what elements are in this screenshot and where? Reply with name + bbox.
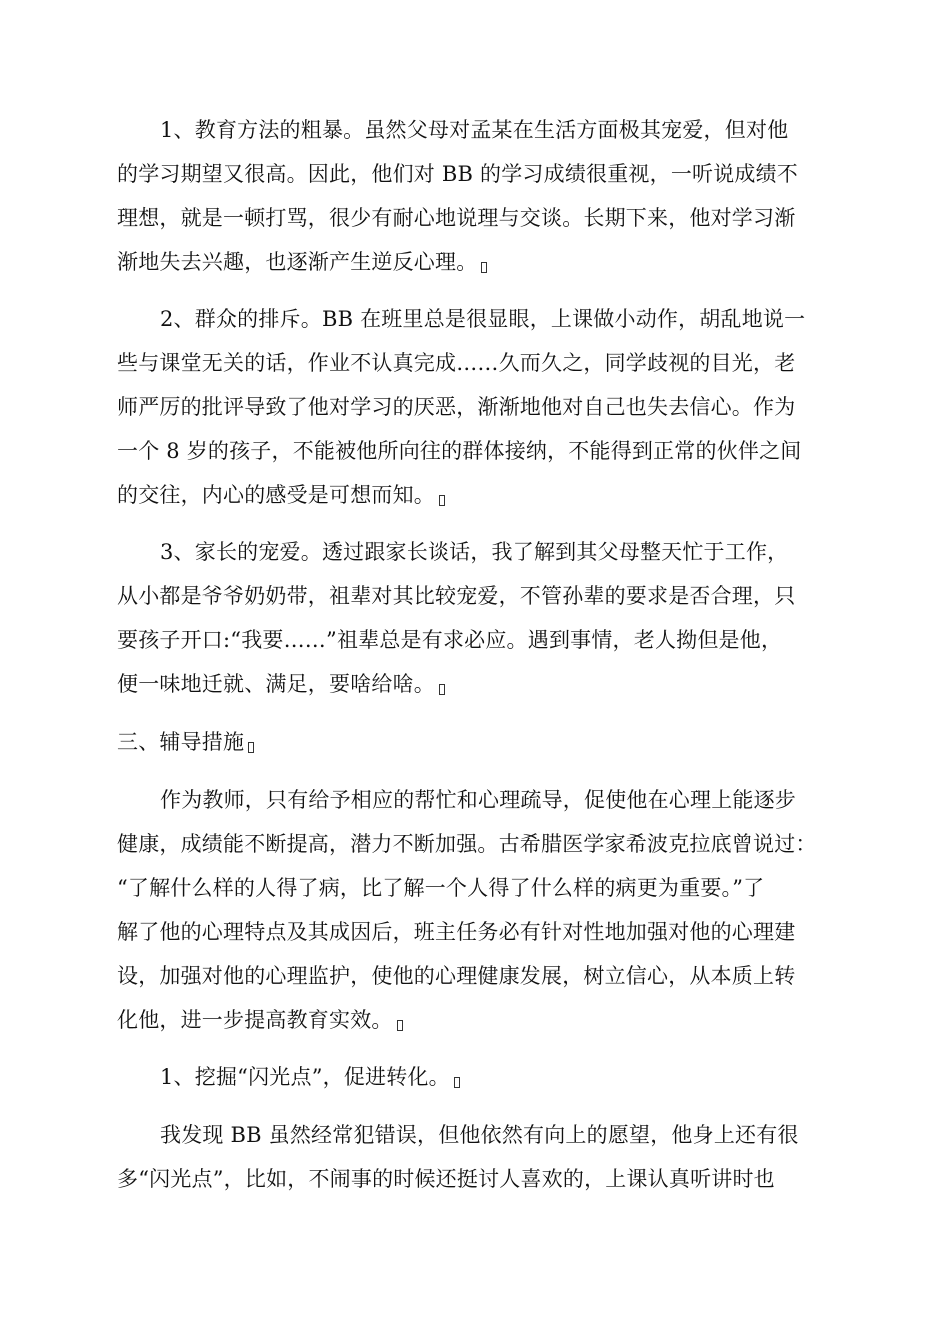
paragraph-7-line-1: 我发现 BB 虽然经常犯错误，但他依然有向上的愿望，他身上还有很 — [160, 1123, 799, 1147]
paragraph-3-line-3: 要孩子开口:“我要……”祖辈总是有求必应。遇到事情，老人拗但是他， — [117, 628, 783, 652]
paragraph-2-line-1: 2、群众的排斥。BB 在班里总是很显眼，上课做小动作，胡乱地说一 — [160, 307, 806, 331]
paragraph-2-line-3: 师严厉的批评导致了他对学习的厌恶，渐渐地他对自己也失去信心。作为 — [117, 395, 796, 419]
subheading-line — [160, 1064, 460, 1090]
paragraph-3-line-2: 从小都是爷爷奶奶带，祖辈对其比较宠爱，不管孙辈的要求是否合理，只 — [117, 584, 796, 608]
paragraph-5-line-6-text: 化他，进一步提高教育实效。 — [117, 1008, 393, 1032]
paragraph-1-line-2: 的学习期望又很高。因此，他们对 BB 的学习成绩很重视，一听说成绩不 — [117, 162, 799, 186]
section-heading — [117, 729, 254, 755]
paragraph-1-line-3: 理想，就是一顿打骂，很少有耐心地说理与交谈。长期下来，他对学习渐 — [117, 206, 796, 230]
paragraph-3-line-1: 3、家长的宠爱。透过跟家长谈话，我了解到其父母整天忙于工作， — [160, 540, 789, 564]
paragraph-5-line-6 — [117, 1007, 403, 1033]
subheading-text: 1、挖掘“闪光点”，促进转化。 — [160, 1065, 450, 1089]
paragraph-7-line-2: 多“闪光点”，比如，不闹事的时候还挺讨人喜欢的，上课认真听讲时也 — [117, 1167, 775, 1191]
paragraph-3-line-4-text: 便一味地迁就、满足，要啥给啥。 — [117, 672, 435, 696]
paragraph-mark-icon — [248, 742, 254, 753]
paragraph-5-line-1: 作为教师，只有给予相应的帮忙和心理疏导，促使他在心理上能逐步 — [160, 788, 796, 812]
paragraph-5-line-3: “了解什么样的人得了病，比了解一个人得了什么样的病更为重要。”了 — [117, 876, 765, 900]
paragraph-2-line-2: 些与课堂无关的话，作业不认真完成……久而久之，同学歧视的目光，老 — [117, 351, 796, 375]
paragraph-2-line-5 — [117, 482, 445, 508]
paragraph-mark-icon — [481, 262, 487, 273]
paragraph-mark-icon — [439, 684, 445, 695]
paragraph-mark-icon — [397, 1020, 403, 1031]
paragraph-1-line-1: 1、教育方法的粗暴。虽然父母对孟某在生活方面极其宠爱，但对他 — [160, 118, 789, 142]
paragraph-5-line-5: 设，加强对他的心理监护，使他的心理健康发展，树立信心，从本质上转 — [117, 964, 796, 988]
paragraph-5-line-4: 解了他的心理特点及其成因后，班主任务必有针对性地加强对他的心理建 — [117, 920, 796, 944]
paragraph-2-line-4: 一个 8 岁的孩子，不能被他所向往的群体接纳，不能得到正常的伙伴之间 — [117, 439, 802, 463]
paragraph-mark-icon — [439, 495, 445, 506]
paragraph-3-line-4 — [117, 671, 445, 697]
paragraph-1-line-4 — [117, 249, 487, 275]
paragraph-5-line-2: 健康，成绩能不断提高，潜力不断加强。古希腊医学家希波克拉底曾说过： — [117, 832, 817, 856]
paragraph-1-line-4-text: 渐地失去兴趣，也逐渐产生逆反心理。 — [117, 250, 478, 274]
paragraph-2-line-5-text: 的交往，内心的感受是可想而知。 — [117, 483, 435, 507]
section-heading-text: 三、辅导措施 — [117, 730, 245, 754]
paragraph-mark-icon — [454, 1077, 460, 1088]
